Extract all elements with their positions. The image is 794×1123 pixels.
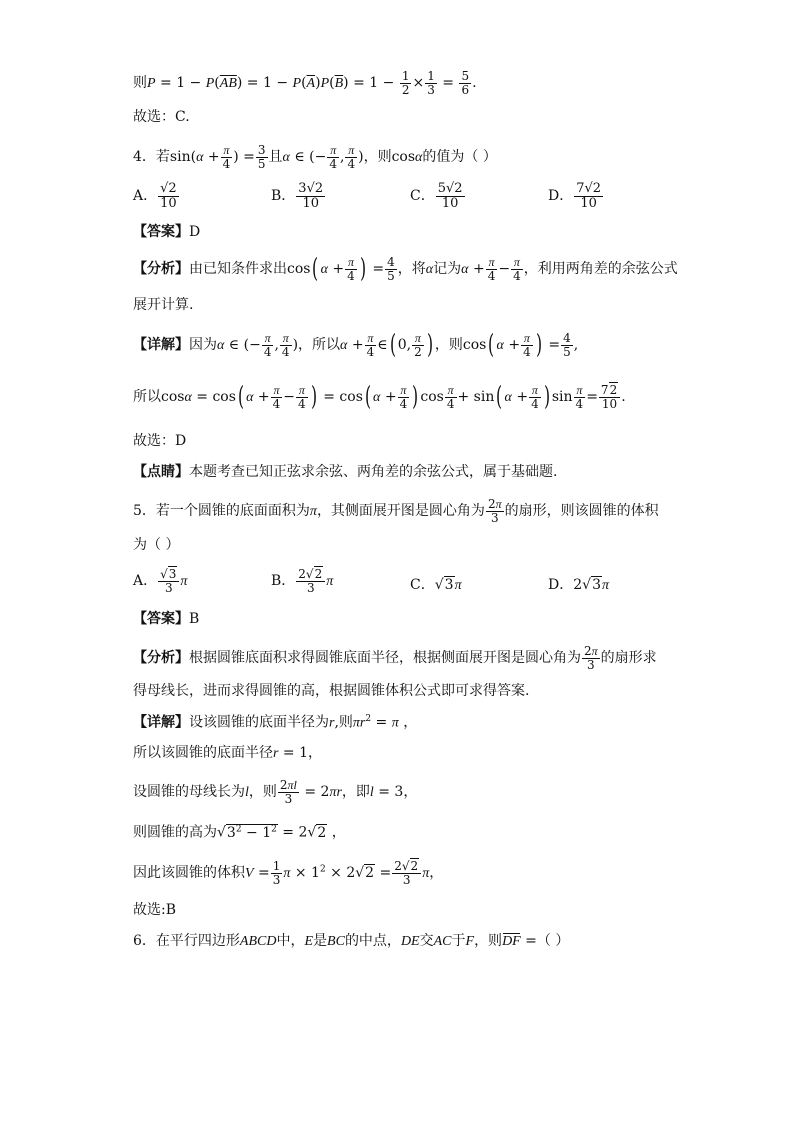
prev-conclusion: 故选：C. xyxy=(133,109,190,125)
q5-option-c[interactable]: C．√3π xyxy=(410,577,462,593)
q4-detail-line2: 所以cosα = cos( α + $\frac{\pi}{4}$ − $\frac{\pi}{4}$ ) = cos( α + $\frac{\pi}{4}$ ) cos $\frac{\pi}{4}$ + sin( α + $\frac{\pi}{4}$ ) sin $\frac{\pi}{4}$ = $\frac{72}{10}$ . xyxy=(133,382,626,413)
q6-stem: 6．在平行四边形ABCD中，E是BC的中点，DE交AC于F，则DF =（ ） xyxy=(133,933,570,949)
q4-option-d[interactable]: D． $\frac{7√2}{10}$ xyxy=(548,181,602,211)
q5-detail-2: 所以该圆锥的底面半径r = 1， xyxy=(133,745,322,761)
q5-conclusion: 故选:B xyxy=(133,902,177,918)
q4-analysis: 【分析】由已知条件求出cos( α + $\frac{\pi}{4}$ ) = $\frac{4}{5}$ ，将α记为α + $\frac{\pi}{4}$ − $\frac{\pi}{4}$ ，利用两角差的余弦公式 xyxy=(133,254,678,285)
q5-detail-1: 【详解】设该圆锥的底面半径为r,则$\pi r^2 = \pi$ ， xyxy=(133,714,418,731)
q5-analysis: 【分析】根据圆锥底面积求得圆锥底面半径，根据侧面展开图是圆心角为 $\frac{2\pi}{3}$ 的扇形求 xyxy=(133,644,657,672)
prev-calc-prefix: 则 xyxy=(133,75,147,92)
q4-option-b[interactable]: B． $\frac{3√2}{10}$ xyxy=(271,181,324,211)
q4-stem: 4．若sin(α + $\frac{\pi}{4}$ ) = $\frac{3}{5}$ 且α ∈ (− $\frac{\pi}{4}$ , $\frac{\pi}{4}$ )，则cosα的值为（ ） xyxy=(133,143,497,171)
q5-detail-3: 设圆锥的母线长为l，则 $\frac{2\pi l}{3}$ = 2πr，即l = 3， xyxy=(133,778,418,806)
prev-calc-line: 则$P = 1 - P(\overline{AB}) = 1 - P(\overline{A})P(\overline{B}) = 1$ − $\frac{1}{2}$ × $\frac{1}{3}$ = $\frac{5}{6}$ . xyxy=(133,69,477,97)
q4-answer: 【答案】D xyxy=(133,224,201,240)
q5-stem: 5．若一个圆锥的底面面积为π，其侧面展开图是圆心角为 $\frac{2\pi}{3}$ 的扇形，则该圆锥的体积 xyxy=(133,497,659,525)
q4-analysis-line2: 展开计算. xyxy=(133,297,194,313)
q4-conclusion: 故选：D xyxy=(133,433,187,449)
q4-detail: 【详解】因为α ∈ (− $\frac{\pi}{4}$ , $\frac{\pi}{4}$ )，所以α + $\frac{\pi}{4}$ ∈( 0, $\frac{\pi}{2}$ ) ，则cos( α + $\frac{\pi}{4}$ ) = $\frac{4}{5}$ , xyxy=(133,330,579,361)
q4-option-a[interactable]: A． $\frac{√2}{10}$ xyxy=(133,181,177,211)
q5-detail-4: 则圆锥的高为$√3^2 - 1^2 = 2√2$ ， xyxy=(133,824,346,841)
q5-answer: 【答案】B xyxy=(133,611,200,627)
q5-option-a[interactable]: A． $\frac{√3}{3}$ π xyxy=(133,567,188,595)
q5-analysis-line2: 得母线长，进而求得圆锥的高，根据圆锥体积公式即可求得答案. xyxy=(133,683,530,699)
q5-detail-5: 因此该圆锥的体积V = $\frac{1}{3}$ $\pi \times 1^2 \times 2√2$ = $\frac{2√2}{3}$ π， xyxy=(133,859,444,887)
q4-comment: 【点睛】本题考查已知正弦求余弦、两角差的余弦公式，属于基础题. xyxy=(133,464,558,480)
q5-option-b[interactable]: B． $\frac{2√2}{3}$ π xyxy=(271,567,334,595)
q5-stem-line2: 为（ ） xyxy=(133,537,180,553)
q5-option-d[interactable]: D．2√3π xyxy=(548,577,609,593)
q4-option-c[interactable]: C． $\frac{5√2}{10}$ xyxy=(410,181,463,211)
